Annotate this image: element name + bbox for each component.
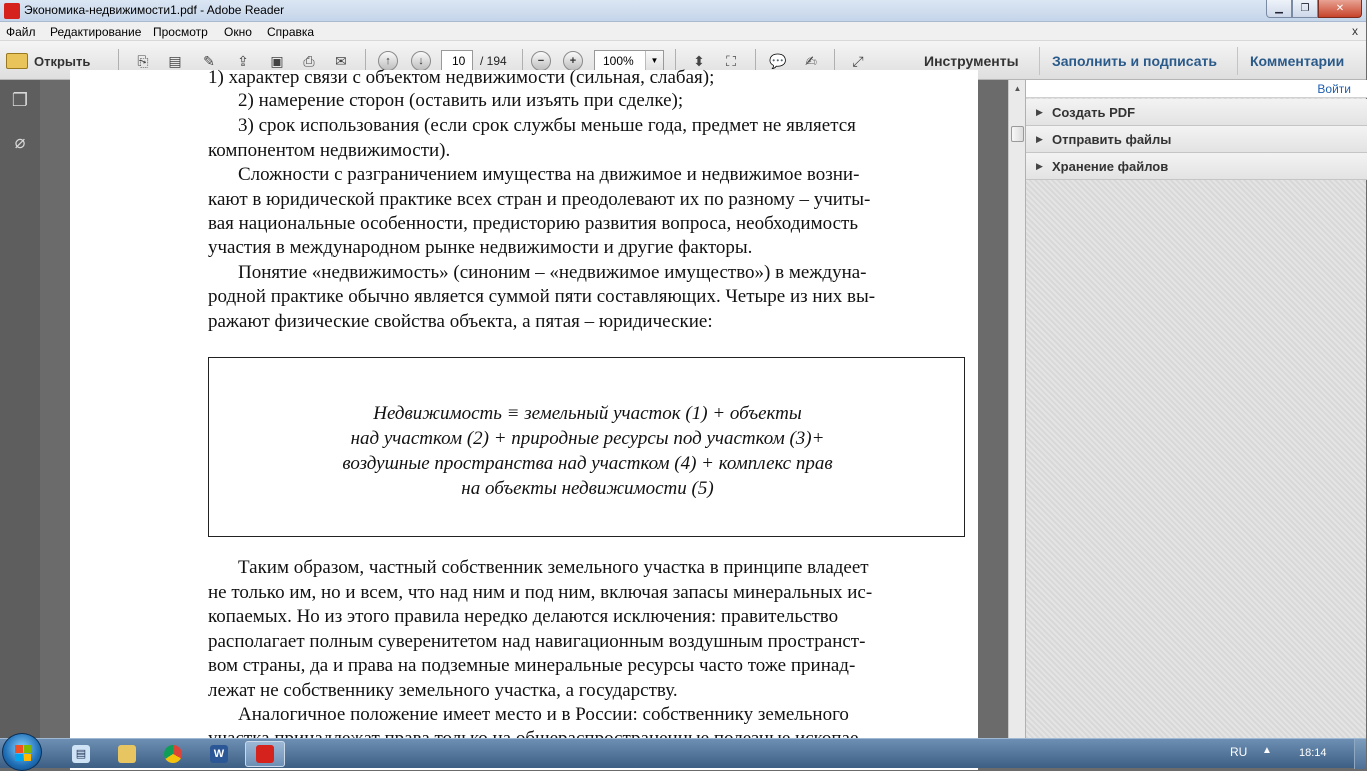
text-line: копаемых. Но из этого правила нередко делаются исключения: правительство (208, 606, 839, 627)
text-line: лежат не собственнику земельного участка, а государству. (208, 680, 678, 701)
expand-icon[interactable]: ⤢ (852, 52, 864, 69)
text-line: Понятие «недвижимость» (синоним – «недвижимое имущество») в междуна- (238, 262, 867, 283)
page-total: / 194 (480, 54, 507, 68)
text-line: ражают физические свойства объекта, а пятая – юридические: (208, 311, 713, 332)
print-icon[interactable]: ⎙ (303, 52, 315, 69)
pdf-page (70, 67, 978, 770)
start-button[interactable] (2, 733, 42, 771)
taskbar-chrome[interactable] (153, 741, 193, 767)
taskbar-explorer[interactable] (61, 741, 101, 767)
page-text-after (70, 70, 978, 770)
fit-page-icon[interactable]: ⛶ (726, 52, 736, 69)
text-line: вая национальные особенности, предисторию развития вопроса, необходимость (208, 213, 858, 234)
text-line: Аналогичное положение имеет место и в России: собственнику земельного (238, 704, 849, 725)
formula-line: на объекты недвижимости (5) (461, 478, 714, 499)
menu-window[interactable]: Окно (224, 25, 252, 39)
folder-icon (6, 53, 28, 69)
menu-view[interactable]: Просмотр (153, 25, 208, 39)
windows-logo-icon (15, 745, 31, 761)
scrollbar-thumb[interactable] (1011, 126, 1024, 142)
zoom-out-icon[interactable]: − (531, 51, 551, 71)
expand-triangle-icon: ▶ (1036, 134, 1043, 144)
tray-expand-icon[interactable]: ▲ (1262, 745, 1272, 756)
taskbar-folder[interactable] (107, 741, 147, 767)
text-line: участия в международном рынке недвижимости и другие факторы. (208, 237, 753, 258)
tools-pane (1025, 80, 1366, 738)
zoom-value: 100% (603, 54, 634, 68)
folder-icon (118, 745, 136, 763)
formula-line: Недвижимость ≡ земельный участок (1) + объекты (373, 403, 802, 424)
close-button[interactable]: ✕ (1318, 0, 1362, 18)
upload-icon[interactable]: ⇪ (237, 52, 249, 69)
section-label: Хранение файлов (1052, 159, 1169, 174)
chrome-icon (164, 745, 182, 763)
window-title: Экономика-недвижимости1.pdf - Adobe Reader (24, 3, 285, 17)
show-desktop-button[interactable] (1354, 739, 1366, 769)
open-label: Открыть (34, 53, 91, 69)
fill-sign-tab[interactable]: Заполнить и подписать (1052, 53, 1217, 69)
menu-bar (0, 22, 1366, 41)
expand-triangle-icon: ▶ (1036, 161, 1043, 171)
chevron-down-icon[interactable]: ▼ (645, 51, 663, 71)
formula-line: воздушные пространства над участком (4) + комплекс прав (342, 453, 833, 474)
text-line: 2) намерение сторон (оставить или изъять при сделке); (238, 90, 684, 111)
text-line: вом страны, да и права на подземные минеральные ресурсы часто тоже принад- (208, 655, 856, 676)
expand-triangle-icon: ▶ (1036, 107, 1043, 117)
send-files-section[interactable] (1026, 126, 1367, 153)
adobe-reader-icon (256, 745, 274, 763)
comments-tab[interactable]: Комментарии (1250, 53, 1345, 69)
attachment-icon[interactable]: ⌀ (14, 132, 26, 152)
menu-file[interactable]: Файл (6, 25, 36, 39)
restore-button[interactable]: ❐ (1292, 0, 1318, 18)
menu-edit[interactable]: Редактирование (50, 25, 142, 39)
adobe-reader-icon (4, 3, 20, 19)
text-line: родной практике обычно является суммой пяти составляющих. Четыре из них вы- (208, 286, 876, 307)
email-icon[interactable]: ✉ (335, 52, 347, 69)
page-number-input[interactable]: 10 (441, 50, 473, 72)
menu-help[interactable]: Справка (267, 25, 315, 39)
create-pdf-section[interactable] (1026, 99, 1367, 126)
scroll-up-icon[interactable]: ▲ (1013, 84, 1022, 93)
document-view[interactable] (40, 67, 1008, 738)
windows-explorer-icon: ▤ (72, 745, 90, 763)
section-label: Отправить файлы (1052, 132, 1172, 147)
zoom-in-icon[interactable]: + (563, 51, 583, 71)
text-line: Таким образом, частный собственник земельного участка в принципе владеет (238, 557, 869, 578)
fit-width-icon[interactable]: ⬍ (693, 52, 705, 69)
text-line: 3) срок использования (если срок службы меньше года, предмет не является (238, 115, 856, 136)
language-indicator[interactable]: RU (1230, 745, 1248, 759)
word-icon: W (210, 745, 228, 763)
formula-line: над участком (2) + природные ресурсы под участком (3)+ (350, 428, 825, 449)
create-pdf-icon[interactable]: ⎘ (137, 52, 149, 69)
edit-icon[interactable]: ✎ (203, 52, 215, 69)
pages-icon[interactable]: ❐ (11, 90, 29, 110)
window-controls (1266, 0, 1362, 19)
text-line: 1) характер связи с объектом недвижимости (сильная, слабая); (208, 67, 715, 88)
text-line: кают в юридической практике всех стран и преодолевают их по разному – учиты- (208, 189, 871, 210)
title-bar (0, 0, 1366, 22)
pdf-convert-icon[interactable]: ▤ (168, 52, 182, 69)
navigation-pane (0, 80, 40, 738)
login-bar (1026, 80, 1367, 98)
taskbar (0, 738, 1366, 768)
close-document-icon[interactable]: x (1352, 24, 1358, 38)
highlight-icon[interactable]: ✍ (805, 52, 817, 69)
minimize-button[interactable]: ▁ (1266, 0, 1292, 18)
tools-tab[interactable]: Инструменты (924, 53, 1019, 69)
clock[interactable]: 18:14 (1299, 747, 1327, 759)
text-line: не только им, но и всем, что над ним и под ним, включая запасы минеральных ис- (208, 582, 873, 603)
vertical-scrollbar[interactable] (1008, 80, 1025, 738)
previous-page-icon[interactable]: ↑ (378, 51, 398, 71)
comment-icon[interactable]: 💬 (769, 52, 787, 69)
section-label: Создать PDF (1052, 105, 1136, 120)
taskbar-adobe-reader[interactable] (245, 741, 285, 767)
save-icon[interactable]: ▣ (270, 52, 284, 69)
text-line: компонентом недвижимости). (208, 140, 451, 161)
taskbar-word[interactable] (199, 741, 239, 767)
toolbar-divider (1237, 47, 1238, 75)
next-page-icon[interactable]: ↓ (411, 51, 431, 71)
login-link[interactable]: Войти (1317, 82, 1351, 96)
store-files-section[interactable] (1026, 153, 1367, 180)
toolbar-divider (1039, 47, 1040, 75)
text-line: располагает полным суверенитетом над навигационным воздушным пространст- (208, 631, 866, 652)
text-line: Сложности с разграничением имущества на движимое и недвижимое возни- (238, 164, 860, 185)
